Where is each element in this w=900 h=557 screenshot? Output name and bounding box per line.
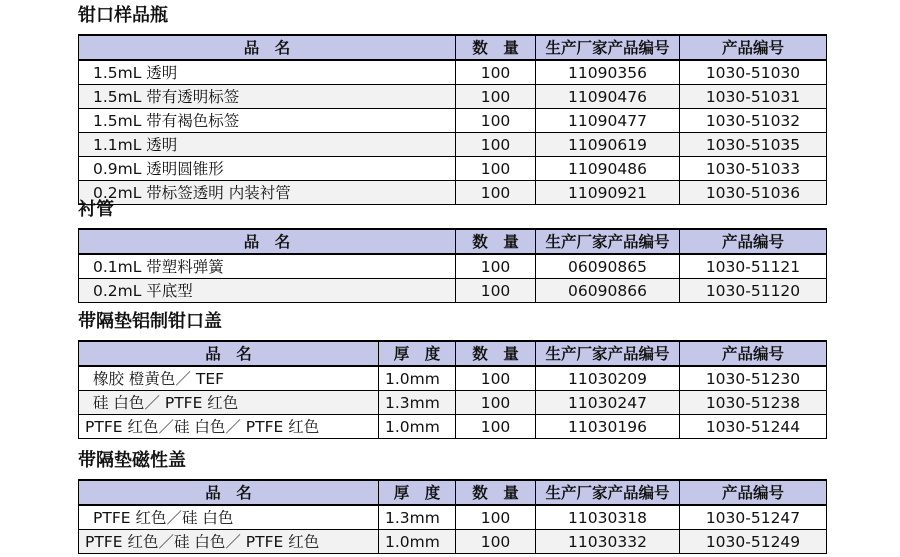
- table-row: [79, 279, 827, 303]
- table-header-row: [79, 35, 827, 60]
- cell-thickness: 1.3mm: [379, 505, 456, 530]
- table-row: [79, 133, 827, 157]
- cell-mfr-no: 11030318: [536, 505, 680, 530]
- section-title: 带隔垫铝制钳口盖: [78, 311, 222, 332]
- aluminum-crimp-caps-table: [78, 340, 827, 439]
- crimp-vials-table: [78, 34, 827, 205]
- cell-name: 1.1mL 透明: [79, 133, 456, 157]
- cell-prod-no: 1030-51035: [680, 133, 827, 157]
- cell-mfr-no: 11090477: [536, 109, 680, 133]
- header-qty: 数 量: [456, 35, 536, 60]
- cell-prod-no: 1030-51230: [680, 366, 827, 391]
- table-row: [79, 157, 827, 181]
- header-mfr-no: 生产厂家产品编号: [536, 480, 680, 505]
- table-row: [79, 60, 827, 85]
- cell-thickness: 1.0mm: [379, 530, 456, 554]
- header-qty: 数 量: [456, 229, 536, 254]
- cell-qty: 100: [456, 181, 536, 205]
- table-row: [79, 85, 827, 109]
- section-aluminum-crimp-caps: [78, 310, 826, 439]
- cell-name: 1.5mL 带有透明标签: [79, 85, 456, 109]
- table-row: [79, 415, 827, 439]
- cell-thickness: 1.3mm: [379, 391, 456, 415]
- table-header-row: [79, 229, 827, 254]
- cell-qty: 100: [456, 60, 536, 85]
- cell-thickness: 1.0mm: [379, 366, 456, 391]
- table-header-row: [79, 480, 827, 505]
- cell-prod-no: 1030-51030: [680, 60, 827, 85]
- cell-qty: 100: [456, 415, 536, 439]
- cell-qty: 100: [456, 505, 536, 530]
- inserts-table: [78, 228, 827, 303]
- cell-name: 0.2mL 平底型: [79, 279, 456, 303]
- table-row: [79, 505, 827, 530]
- cell-prod-no: 1030-51031: [680, 85, 827, 109]
- table-row: [79, 530, 827, 554]
- cell-thickness: 1.0mm: [379, 415, 456, 439]
- cell-prod-no: 1030-51247: [680, 505, 827, 530]
- cell-name: PTFE 红色／硅 白色: [79, 505, 379, 530]
- section-title: 衬管: [78, 199, 114, 220]
- header-prod-no: 产品编号: [680, 480, 827, 505]
- cell-name: 1.5mL 带有褐色标签: [79, 109, 456, 133]
- header-mfr-no: 生产厂家产品编号: [536, 35, 680, 60]
- cell-name: 0.2mL 带标签透明 内装衬管: [79, 181, 456, 205]
- header-name: 品 名: [79, 341, 379, 366]
- header-name: 品 名: [79, 35, 456, 60]
- cell-name: 橡胶 橙黄色／ TEF: [79, 366, 379, 391]
- cell-name: PTFE 红色／硅 白色／ PTFE 红色: [79, 530, 379, 554]
- header-mfr-no: 生产厂家产品编号: [536, 229, 680, 254]
- cell-mfr-no: 11030332: [536, 530, 680, 554]
- cell-qty: 100: [456, 157, 536, 181]
- cell-prod-no: 1030-51120: [680, 279, 827, 303]
- header-qty: 数 量: [456, 480, 536, 505]
- table-header-row: [79, 341, 827, 366]
- cell-mfr-no: 11090486: [536, 157, 680, 181]
- cell-qty: 100: [456, 366, 536, 391]
- cell-qty: 100: [456, 391, 536, 415]
- cell-name: 硅 白色／ PTFE 红色: [79, 391, 379, 415]
- header-prod-no: 产品编号: [680, 341, 827, 366]
- cell-qty: 100: [456, 133, 536, 157]
- header-thickness: 厚 度: [379, 480, 456, 505]
- cell-name: 0.1mL 带塑料弹簧: [79, 254, 456, 279]
- cell-qty: 100: [456, 85, 536, 109]
- cell-qty: 100: [456, 254, 536, 279]
- header-qty: 数 量: [456, 341, 536, 366]
- section-crimp-vials: [78, 4, 826, 205]
- header-prod-no: 产品编号: [680, 229, 827, 254]
- cell-qty: 100: [456, 279, 536, 303]
- cell-mfr-no: 11090356: [536, 60, 680, 85]
- table-row: [79, 391, 827, 415]
- cell-qty: 100: [456, 530, 536, 554]
- cell-mfr-no: 11030196: [536, 415, 680, 439]
- header-name: 品 名: [79, 229, 456, 254]
- cell-mfr-no: 11090619: [536, 133, 680, 157]
- cell-mfr-no: 06090866: [536, 279, 680, 303]
- cell-prod-no: 1030-51238: [680, 391, 827, 415]
- cell-mfr-no: 11030247: [536, 391, 680, 415]
- header-prod-no: 产品编号: [680, 35, 827, 60]
- section-inserts: [78, 198, 826, 303]
- cell-prod-no: 1030-51249: [680, 530, 827, 554]
- table-row: [79, 254, 827, 279]
- table-row: [79, 366, 827, 391]
- magnetic-caps-table: [78, 479, 827, 554]
- section-title: 钳口样品瓶: [78, 5, 168, 26]
- cell-prod-no: 1030-51036: [680, 181, 827, 205]
- cell-name: 1.5mL 透明: [79, 60, 456, 85]
- table-row: [79, 109, 827, 133]
- cell-prod-no: 1030-51244: [680, 415, 827, 439]
- cell-mfr-no: 11030209: [536, 366, 680, 391]
- cell-prod-no: 1030-51032: [680, 109, 827, 133]
- header-mfr-no: 生产厂家产品编号: [536, 341, 680, 366]
- cell-qty: 100: [456, 109, 536, 133]
- cell-name: PTFE 红色／硅 白色／ PTFE 红色: [79, 415, 379, 439]
- cell-prod-no: 1030-51121: [680, 254, 827, 279]
- cell-mfr-no: 11090921: [536, 181, 680, 205]
- section-magnetic-caps: [78, 449, 826, 554]
- cell-name: 0.9mL 透明圆锥形: [79, 157, 456, 181]
- cell-mfr-no: 06090865: [536, 254, 680, 279]
- cell-mfr-no: 11090476: [536, 85, 680, 109]
- cell-prod-no: 1030-51033: [680, 157, 827, 181]
- section-title: 带隔垫磁性盖: [78, 450, 186, 471]
- header-thickness: 厚 度: [379, 341, 456, 366]
- header-name: 品 名: [79, 480, 379, 505]
